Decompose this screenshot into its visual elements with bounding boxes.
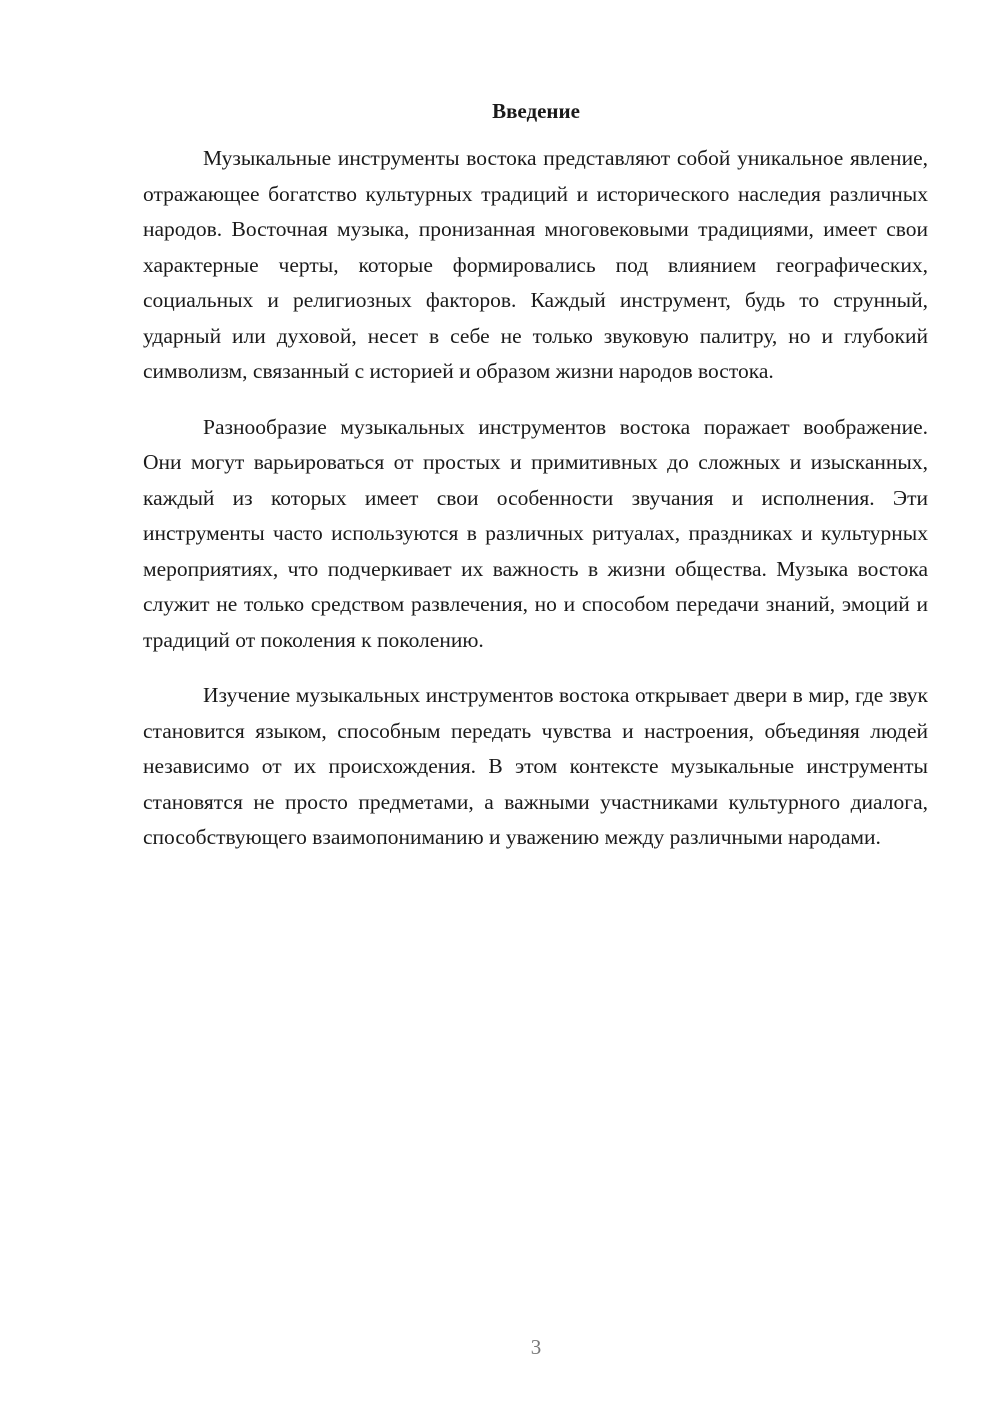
page-number: 3 xyxy=(530,1335,542,1359)
paragraph-2: Разнообразие музыкальных инструментов востока поражает воображение. Они могут варьироваться от простых и примитивных до сложных и изысканных, каждый из которых имеет свои особенности звучания и исполнения. Эти инструменты часто используются в различных ритуалах, праздниках и культурных мероприятиях, что подчеркивает их важность в жизни общества. Музыка востока служит не только средством развлечения, но и способом передачи знаний, эмоций и традиций от поколения к поколению. xyxy=(143,414,928,652)
paragraph-3: Изучение музыкальных инструментов востока открывает двери в мир, где звук становится языком, способным передать чувства и настроения, объединяя людей независимо от их происхождения. В этом контексте музыкальные инструменты становятся не просто предметами, а важными участниками культурного диалога, способствующего взаимопониманию и уважению между различными народами. xyxy=(143,683,928,849)
paragraph-1: Музыкальные инструменты востока представляют собой уникальное явление, отражающее богатство культурных традиций и исторического наследия различных народов. Восточная музыка, пронизанная многовековыми традициями, имеет свои характерные черты, которые формировались под влиянием географических, социальных и религиозных факторов. Каждый инструмент, будь то струнный, ударный или духовой, несет в себе не только звуковую палитру, но и глубокий символизм, связанный с историей и образом жизни народов востока. xyxy=(143,146,928,383)
section-heading: Введение xyxy=(492,99,580,123)
body-text xyxy=(143,141,928,876)
